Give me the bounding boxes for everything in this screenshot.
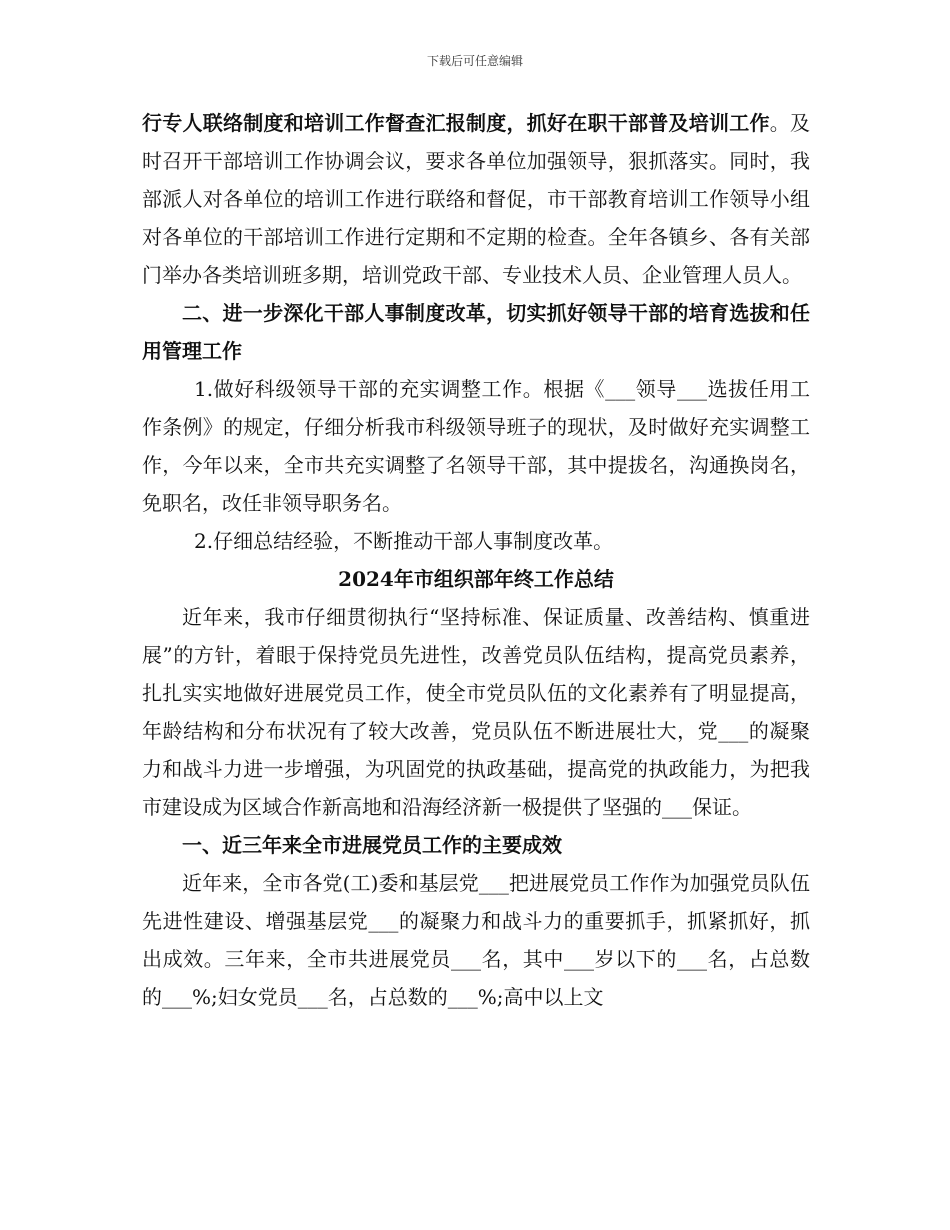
paragraph-achievements: 近年来，全市各党(工)委和基层党___把进展党员工作作为加强党员队伍先进性建设、增强基层党___的凝聚力和战斗力的重要抓手，抓紧抓好，抓出成效。三年来，全市共进展党员___名，其中___岁以下的___名，占总数的___%;妇女党员___名，占总数的___%;高中以上文 — [142, 871, 810, 1009]
document-title: 2024年市组织部年终工作总结 — [338, 567, 614, 591]
section-heading-one: 一、近三年来全市进展党员工作的主要成效 — [182, 833, 562, 857]
document-body — [142, 104, 810, 1016]
list-item-two: 2.仔细总结经验，不断推动干部人事制度改革。 — [194, 529, 614, 553]
paragraph-training-text: 。及时召开干部培训工作协调会议，要求各单位加强领导，狠抓落实。同时，我部派人对各单位的培训工作进行联络和督促，市干部教育培训工作领导小组对各单位的干部培训工作进行定期和不定期的检查。全年各镇乡、各有关部门举办各类培训班多期，培训党政干部、专业技术人员、企业管理人员人。 — [142, 111, 810, 287]
section-heading-two: 二、进一步深化干部人事制度改革，切实抓好领导干部的培育选拔和任用管理工作 — [142, 301, 810, 363]
paragraph-training — [142, 104, 810, 294]
paragraph-intro: 近年来，我市仔细贯彻执行“坚持标准、保证质量、改善结构、慎重进展”的方针，着眼于保持党员先进性，改善党员队伍结构，提高党员素养，扎扎实实地做好进展党员工作，使全市党员队伍的文化素养有了明显提高，年龄结构和分布状况有了较大改善，党员队伍不断进展壮大，党___的凝聚力和战斗力进一步增强，为巩固党的执政基础，提高党的执政能力，为把我市建设成为区域合作新高地和沿海经济新一极提供了坚强的___保证。 — [142, 605, 810, 819]
page-header: 下载后可任意编辑 — [426, 54, 523, 68]
paragraph-training-bold: 行专人联络制度和培训工作督查汇报制度，抓好在职干部普及培训工作 — [142, 111, 770, 135]
list-item-one: 1.做好科级领导干部的充实调整工作。根据《___领导___选拔任用工作条例》的规定，仔细分析我市科级领导班子的现状，及时做好充实调整工作，今年以来，全市共充实调整了名领导干部，其中提拔名，沟通换岗名，免职名，改任非领导职务名。 — [142, 377, 810, 515]
